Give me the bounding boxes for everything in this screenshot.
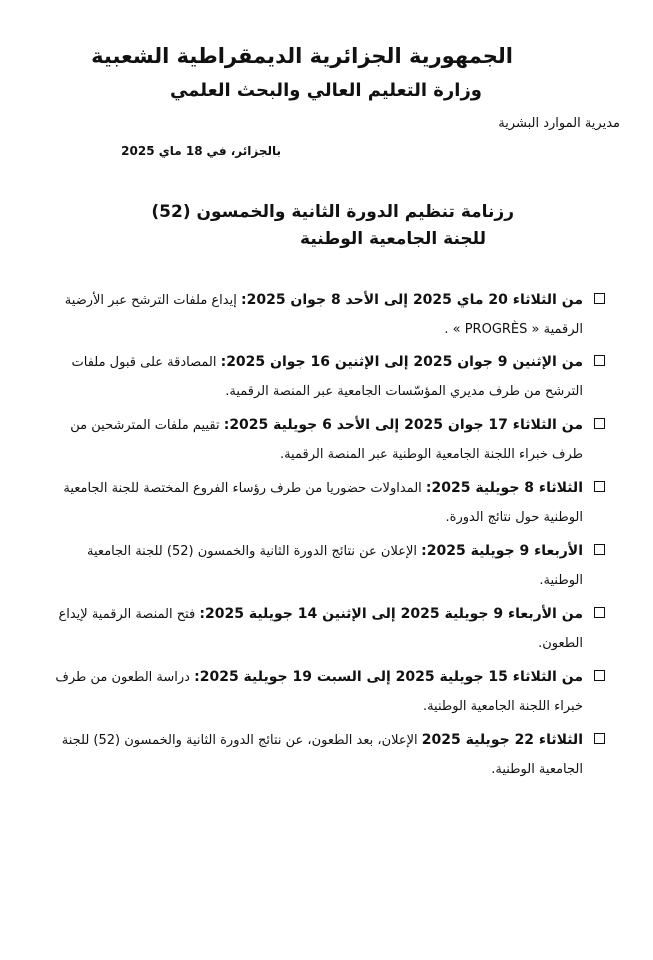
schedule-item-7 — [45, 663, 605, 721]
schedule-period: الثلاثاء 8 جويلية 2025: — [425, 480, 583, 496]
schedule-period: من الثلاثاء 20 ماي 2025 إلى الأحد 8 جوان 2025: — [240, 292, 583, 308]
schedule-item-6 — [45, 600, 605, 658]
schedule-text: الإعلان عن نتائج الدورة الثانية والخمسون (52) للجنة الجامعية الوطنية. — [87, 544, 583, 588]
schedule-period: الأربعاء 9 جويلية 2025: — [421, 543, 583, 559]
ministry-header: وزارة التعليم العالي والبحث العلمي — [169, 80, 482, 101]
schedule-period: الثلاثاء 22 جويلية 2025 — [421, 732, 583, 748]
checkbox-icon — [594, 418, 605, 429]
schedule-text: المداولات حضوريا من طرف رؤساء الفروع المختصة للجنة الجامعية الوطنية حول نتائج الدورة. — [63, 481, 583, 525]
document-title-line1: رزنامة تنظيم الدورة الثانية والخمسون (52) — [151, 202, 514, 222]
schedule-item-3 — [45, 411, 605, 469]
schedule-period: من الثلاثاء 15 جويلية 2025 إلى السبت 19 جويلية 2025: — [194, 669, 583, 685]
schedule-text: دراسة الطعون من طرف خبراء اللجنة الجامعية الوطنية. — [55, 670, 583, 714]
document-date: 18 ماي 2025 — [121, 144, 203, 158]
schedule-item-5 — [45, 537, 605, 595]
schedule-list — [45, 286, 605, 789]
schedule-item-2 — [45, 348, 605, 406]
schedule-item-4 — [45, 474, 605, 532]
department-name: مديرية الموارد البشرية — [498, 116, 620, 131]
schedule-text: فتح المنصة الرقمية لإيداع الطعون. — [58, 607, 583, 651]
checkbox-icon — [594, 670, 605, 681]
republic-header: الجمهورية الجزائرية الديمقراطية الشعبية — [91, 44, 513, 68]
checkbox-icon — [594, 481, 605, 492]
schedule-item-8 — [45, 726, 605, 784]
checkbox-icon — [594, 607, 605, 618]
checkbox-icon — [594, 293, 605, 304]
schedule-period: من الأربعاء 9 جويلية 2025 إلى الإثنين 14 جويلية 2025: — [199, 606, 583, 622]
schedule-period: من الثلاثاء 17 جوان 2025 إلى الأحد 6 جويلية 2025: — [223, 417, 583, 433]
schedule-text: الإعلان، بعد الطعون، عن نتائج الدورة الثانية والخمسون (52) للجنة الجامعية الوطنية. — [61, 733, 583, 777]
schedule-item-1 — [45, 286, 605, 344]
place-date — [117, 144, 281, 158]
document-title-line2: للجنة الجامعية الوطنية — [300, 229, 486, 249]
checkbox-icon — [594, 355, 605, 366]
schedule-text: المصادقة على قبول ملفات الترشح من طرف مديري المؤسّسات الجامعية عبر المنصة الرقمية. — [71, 355, 583, 399]
place-label: بالجزائر، في — [206, 144, 281, 158]
schedule-text: تقييم ملفات المترشحين من طرف خبراء اللجنة الجامعية الوطنية عبر المنصة الرقمية. — [70, 418, 583, 462]
checkbox-icon — [594, 733, 605, 744]
checkbox-icon — [594, 544, 605, 555]
schedule-period: من الإثنين 9 جوان 2025 إلى الإثنين 16 جوان 2025: — [220, 354, 583, 370]
schedule-text: إيداع ملفات الترشح عبر الأرضية الرقمية « PROGRÈS » . — [64, 293, 583, 337]
